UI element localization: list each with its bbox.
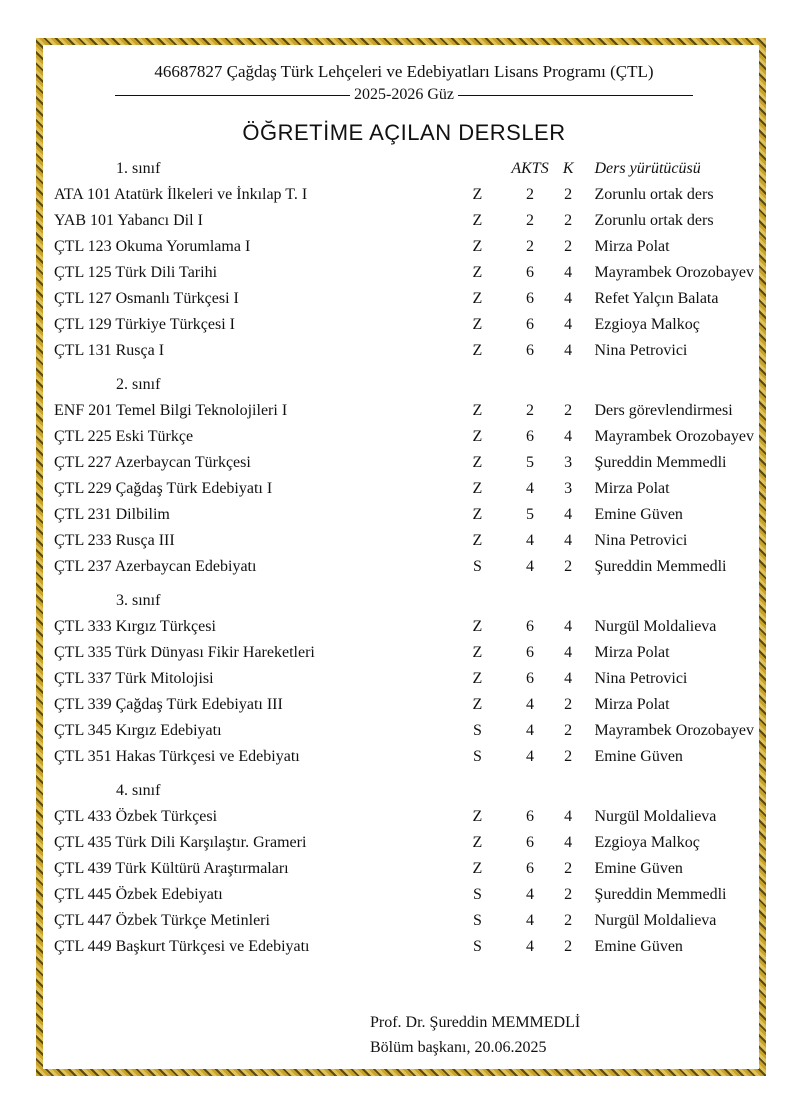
- course-lecturer: Mirza Polat: [594, 480, 670, 497]
- year-header-row: [54, 770, 754, 804]
- course-akts: 4: [526, 696, 535, 713]
- course-lecturer: Mayrambek Orozobayev: [594, 264, 754, 281]
- course-credit: 4: [564, 316, 573, 333]
- table-row: [54, 554, 754, 580]
- course-type: S: [472, 912, 482, 929]
- table-row: [54, 528, 754, 554]
- page-title: ÖĞRETİME AÇILAN DERSLER: [242, 120, 566, 145]
- table-row: [54, 856, 754, 882]
- course-type: S: [472, 886, 482, 903]
- course-lecturer: Nurgül Moldalieva: [594, 618, 717, 635]
- course-name: ÇTL 335 Türk Dünyası Fikir Hareketleri: [54, 644, 315, 661]
- table-row: [54, 692, 754, 718]
- course-type: Z: [472, 860, 483, 877]
- year-label: 3. sınıf: [116, 592, 161, 609]
- table-row: [54, 804, 754, 830]
- course-name: ÇTL 233 Rusça III: [54, 532, 175, 549]
- course-name: ÇTL 131 Rusça I: [54, 342, 165, 359]
- course-type: Z: [472, 480, 483, 497]
- course-type: S: [472, 722, 482, 739]
- course-type: Z: [472, 290, 483, 307]
- course-name: ÇTL 351 Hakas Türkçesi ve Edebiyatı: [54, 748, 300, 765]
- course-type: Z: [472, 808, 483, 825]
- type-column-header: [453, 364, 503, 398]
- course-credit: 2: [564, 186, 573, 203]
- course-lecturer: Şureddin Memmedli: [594, 558, 727, 575]
- table-row: [54, 830, 754, 856]
- course-akts: 4: [526, 938, 535, 955]
- course-akts: 4: [526, 748, 535, 765]
- course-type: Z: [472, 696, 483, 713]
- course-name: ÇTL 435 Türk Dili Karşılaştır. Grameri: [54, 834, 307, 851]
- akts-column-header: AKTS: [511, 160, 549, 177]
- course-table: [54, 156, 754, 960]
- course-akts: 6: [526, 316, 535, 333]
- course-lecturer: Şureddin Memmedli: [594, 454, 727, 471]
- course-name: ATA 101 Atatürk İlkeleri ve İnkılap T. I: [54, 186, 308, 203]
- year-label: 2. sınıf: [116, 376, 161, 393]
- course-lecturer: Nina Petrovici: [594, 532, 688, 549]
- lecturer-column-header: [579, 364, 755, 398]
- table-row: [54, 640, 754, 666]
- course-lecturer: Mirza Polat: [594, 644, 670, 661]
- year-label: 4. sınıf: [116, 782, 161, 799]
- course-credit: 2: [564, 722, 573, 739]
- table-row: [54, 398, 754, 424]
- signatory-role-date: Bölüm başkanı, 20.06.2025: [370, 1039, 547, 1056]
- course-credit: 3: [564, 480, 573, 497]
- akts-column-header: [502, 364, 558, 398]
- table-row: [54, 666, 754, 692]
- course-credit: 2: [564, 912, 573, 929]
- lecturer-column-header: [579, 580, 755, 614]
- course-lecturer: Nina Petrovici: [594, 670, 688, 687]
- course-lecturer: Nurgül Moldalieva: [594, 912, 717, 929]
- course-name: ÇTL 337 Türk Mitolojisi: [54, 670, 214, 687]
- table-row: [54, 286, 754, 312]
- type-column-header: [453, 156, 503, 182]
- document-page: [54, 52, 754, 960]
- course-lecturer: Emine Güven: [594, 748, 683, 765]
- course-lecturer: Mayrambek Orozobayev: [594, 722, 754, 739]
- course-credit: 2: [564, 860, 573, 877]
- course-akts: 5: [526, 506, 535, 523]
- course-type: Z: [472, 264, 483, 281]
- course-name: ÇTL 445 Özbek Edebiyatı: [54, 886, 223, 903]
- course-credit: 4: [564, 808, 573, 825]
- course-akts: 4: [526, 912, 535, 929]
- course-type: Z: [472, 428, 483, 445]
- course-akts: 4: [526, 886, 535, 903]
- course-credit: 2: [564, 886, 573, 903]
- course-credit: 4: [564, 618, 573, 635]
- course-type: S: [472, 748, 482, 765]
- course-credit: 2: [564, 748, 573, 765]
- course-akts: 2: [526, 402, 535, 419]
- course-name: ÇTL 433 Özbek Türkçesi: [54, 808, 218, 825]
- course-type: Z: [472, 342, 483, 359]
- course-name: ÇTL 449 Başkurt Türkçesi ve Edebiyatı: [54, 938, 310, 955]
- course-akts: 6: [526, 428, 535, 445]
- course-akts: 6: [526, 644, 535, 661]
- course-lecturer: Mayrambek Orozobayev: [594, 428, 754, 445]
- course-lecturer: Nurgül Moldalieva: [594, 808, 717, 825]
- course-credit: 4: [564, 428, 573, 445]
- course-name: ÇTL 339 Çağdaş Türk Edebiyatı III: [54, 696, 283, 713]
- table-row: [54, 338, 754, 364]
- term-rule-right: [458, 95, 693, 96]
- term-rule-left: [115, 95, 350, 96]
- course-table-body: [54, 156, 754, 960]
- course-type: S: [472, 558, 482, 575]
- year-label: 1. sınıf: [116, 160, 161, 177]
- course-name: ÇTL 231 Dilbilim: [54, 506, 170, 523]
- table-row: [54, 744, 754, 770]
- table-row: [54, 476, 754, 502]
- course-lecturer: Zorunlu ortak ders: [594, 186, 714, 203]
- course-name: ÇTL 227 Azerbaycan Türkçesi: [54, 454, 251, 471]
- course-type: S: [472, 938, 482, 955]
- course-name: ÇTL 225 Eski Türkçe: [54, 428, 194, 445]
- course-akts: 2: [526, 238, 535, 255]
- table-row: [54, 614, 754, 640]
- course-akts: 5: [526, 454, 535, 471]
- course-name: ÇTL 439 Türk Kültürü Araştırmaları: [54, 860, 289, 877]
- course-name: ÇTL 447 Özbek Türkçe Metinleri: [54, 912, 270, 929]
- course-akts: 4: [526, 722, 535, 739]
- course-type: Z: [472, 316, 483, 333]
- akts-column-header: [502, 580, 558, 614]
- table-row: [54, 260, 754, 286]
- course-lecturer: Emine Güven: [594, 506, 683, 523]
- table-row: [54, 882, 754, 908]
- type-column-header: [453, 770, 503, 804]
- table-row: [54, 450, 754, 476]
- course-name: ENF 201 Temel Bilgi Teknolojileri I: [54, 402, 288, 419]
- course-credit: 4: [564, 644, 573, 661]
- course-type: Z: [472, 532, 483, 549]
- course-type: Z: [472, 834, 483, 851]
- course-credit: 2: [564, 938, 573, 955]
- table-row: [54, 934, 754, 960]
- k-column-header: [558, 580, 579, 614]
- signature-block: [370, 1010, 580, 1060]
- table-row: [54, 208, 754, 234]
- course-lecturer: Ezgioya Malkoç: [594, 834, 700, 851]
- course-lecturer: Ders görevlendirmesi: [594, 402, 733, 419]
- course-credit: 2: [564, 212, 573, 229]
- course-type: Z: [472, 238, 483, 255]
- course-credit: 4: [564, 342, 573, 359]
- year-header-row: [54, 156, 754, 182]
- lecturer-column-header: [579, 770, 755, 804]
- course-credit: 2: [564, 558, 573, 575]
- course-credit: 2: [564, 402, 573, 419]
- year-header-row: [54, 580, 754, 614]
- course-akts: 2: [526, 212, 535, 229]
- table-row: [54, 312, 754, 338]
- course-credit: 4: [564, 834, 573, 851]
- course-akts: 6: [526, 670, 535, 687]
- course-credit: 2: [564, 238, 573, 255]
- course-type: Z: [472, 402, 483, 419]
- course-akts: 6: [526, 834, 535, 851]
- table-row: [54, 718, 754, 744]
- signatory-name: Prof. Dr. Şureddin MEMMEDLİ: [370, 1014, 581, 1031]
- course-lecturer: Şureddin Memmedli: [594, 886, 727, 903]
- course-name: ÇTL 345 Kırgız Edebiyatı: [54, 722, 222, 739]
- lecturer-column-header: Ders yürütücüsü: [594, 160, 701, 177]
- course-lecturer: Ezgioya Malkoç: [594, 316, 700, 333]
- course-akts: 2: [526, 186, 535, 203]
- course-name: ÇTL 333 Kırgız Türkçesi: [54, 618, 216, 635]
- course-credit: 3: [564, 454, 573, 471]
- course-credit: 4: [564, 506, 573, 523]
- course-type: Z: [472, 644, 483, 661]
- program-title: 46687827 Çağdaş Türk Lehçeleri ve Edebiyatları Lisans Programı (ÇTL): [154, 62, 654, 81]
- table-row: [54, 908, 754, 934]
- year-header-row: [54, 364, 754, 398]
- course-lecturer: Mirza Polat: [594, 696, 670, 713]
- course-name: ÇTL 127 Osmanlı Türkçesi I: [54, 290, 239, 307]
- type-column-header: [453, 580, 503, 614]
- course-name: ÇTL 123 Okuma Yorumlama I: [54, 238, 251, 255]
- course-credit: 4: [564, 264, 573, 281]
- course-akts: 6: [526, 290, 535, 307]
- course-lecturer: Emine Güven: [594, 860, 683, 877]
- course-akts: 6: [526, 618, 535, 635]
- course-type: Z: [472, 454, 483, 471]
- course-name: ÇTL 129 Türkiye Türkçesi I: [54, 316, 235, 333]
- course-type: Z: [472, 186, 483, 203]
- course-type: Z: [472, 618, 483, 635]
- course-type: Z: [472, 506, 483, 523]
- k-column-header: [558, 770, 579, 804]
- course-akts: 6: [526, 860, 535, 877]
- course-name: ÇTL 125 Türk Dili Tarihi: [54, 264, 218, 281]
- course-credit: 4: [564, 290, 573, 307]
- course-lecturer: Emine Güven: [594, 938, 683, 955]
- course-credit: 2: [564, 696, 573, 713]
- course-credit: 4: [564, 532, 573, 549]
- akts-column-header: [502, 770, 558, 804]
- k-column-header: K: [562, 160, 574, 177]
- table-row: [54, 182, 754, 208]
- course-lecturer: Zorunlu ortak ders: [594, 212, 714, 229]
- table-row: [54, 234, 754, 260]
- course-lecturer: Mirza Polat: [594, 238, 670, 255]
- table-row: [54, 502, 754, 528]
- course-lecturer: Refet Yalçın Balata: [594, 290, 719, 307]
- course-akts: 6: [526, 342, 535, 359]
- term-line: [54, 84, 754, 106]
- course-akts: 6: [526, 808, 535, 825]
- course-akts: 4: [526, 480, 535, 497]
- course-akts: 4: [526, 558, 535, 575]
- course-lecturer: Nina Petrovici: [594, 342, 688, 359]
- term-label: 2025-2026 Güz: [354, 86, 454, 103]
- table-row: [54, 424, 754, 450]
- course-name: ÇTL 229 Çağdaş Türk Edebiyatı I: [54, 480, 273, 497]
- k-column-header: [558, 364, 579, 398]
- course-akts: 6: [526, 264, 535, 281]
- course-name: YAB 101 Yabancı Dil I: [54, 212, 203, 229]
- course-akts: 4: [526, 532, 535, 549]
- course-type: Z: [472, 670, 483, 687]
- course-type: Z: [472, 212, 483, 229]
- course-name: ÇTL 237 Azerbaycan Edebiyatı: [54, 558, 257, 575]
- course-credit: 4: [564, 670, 573, 687]
